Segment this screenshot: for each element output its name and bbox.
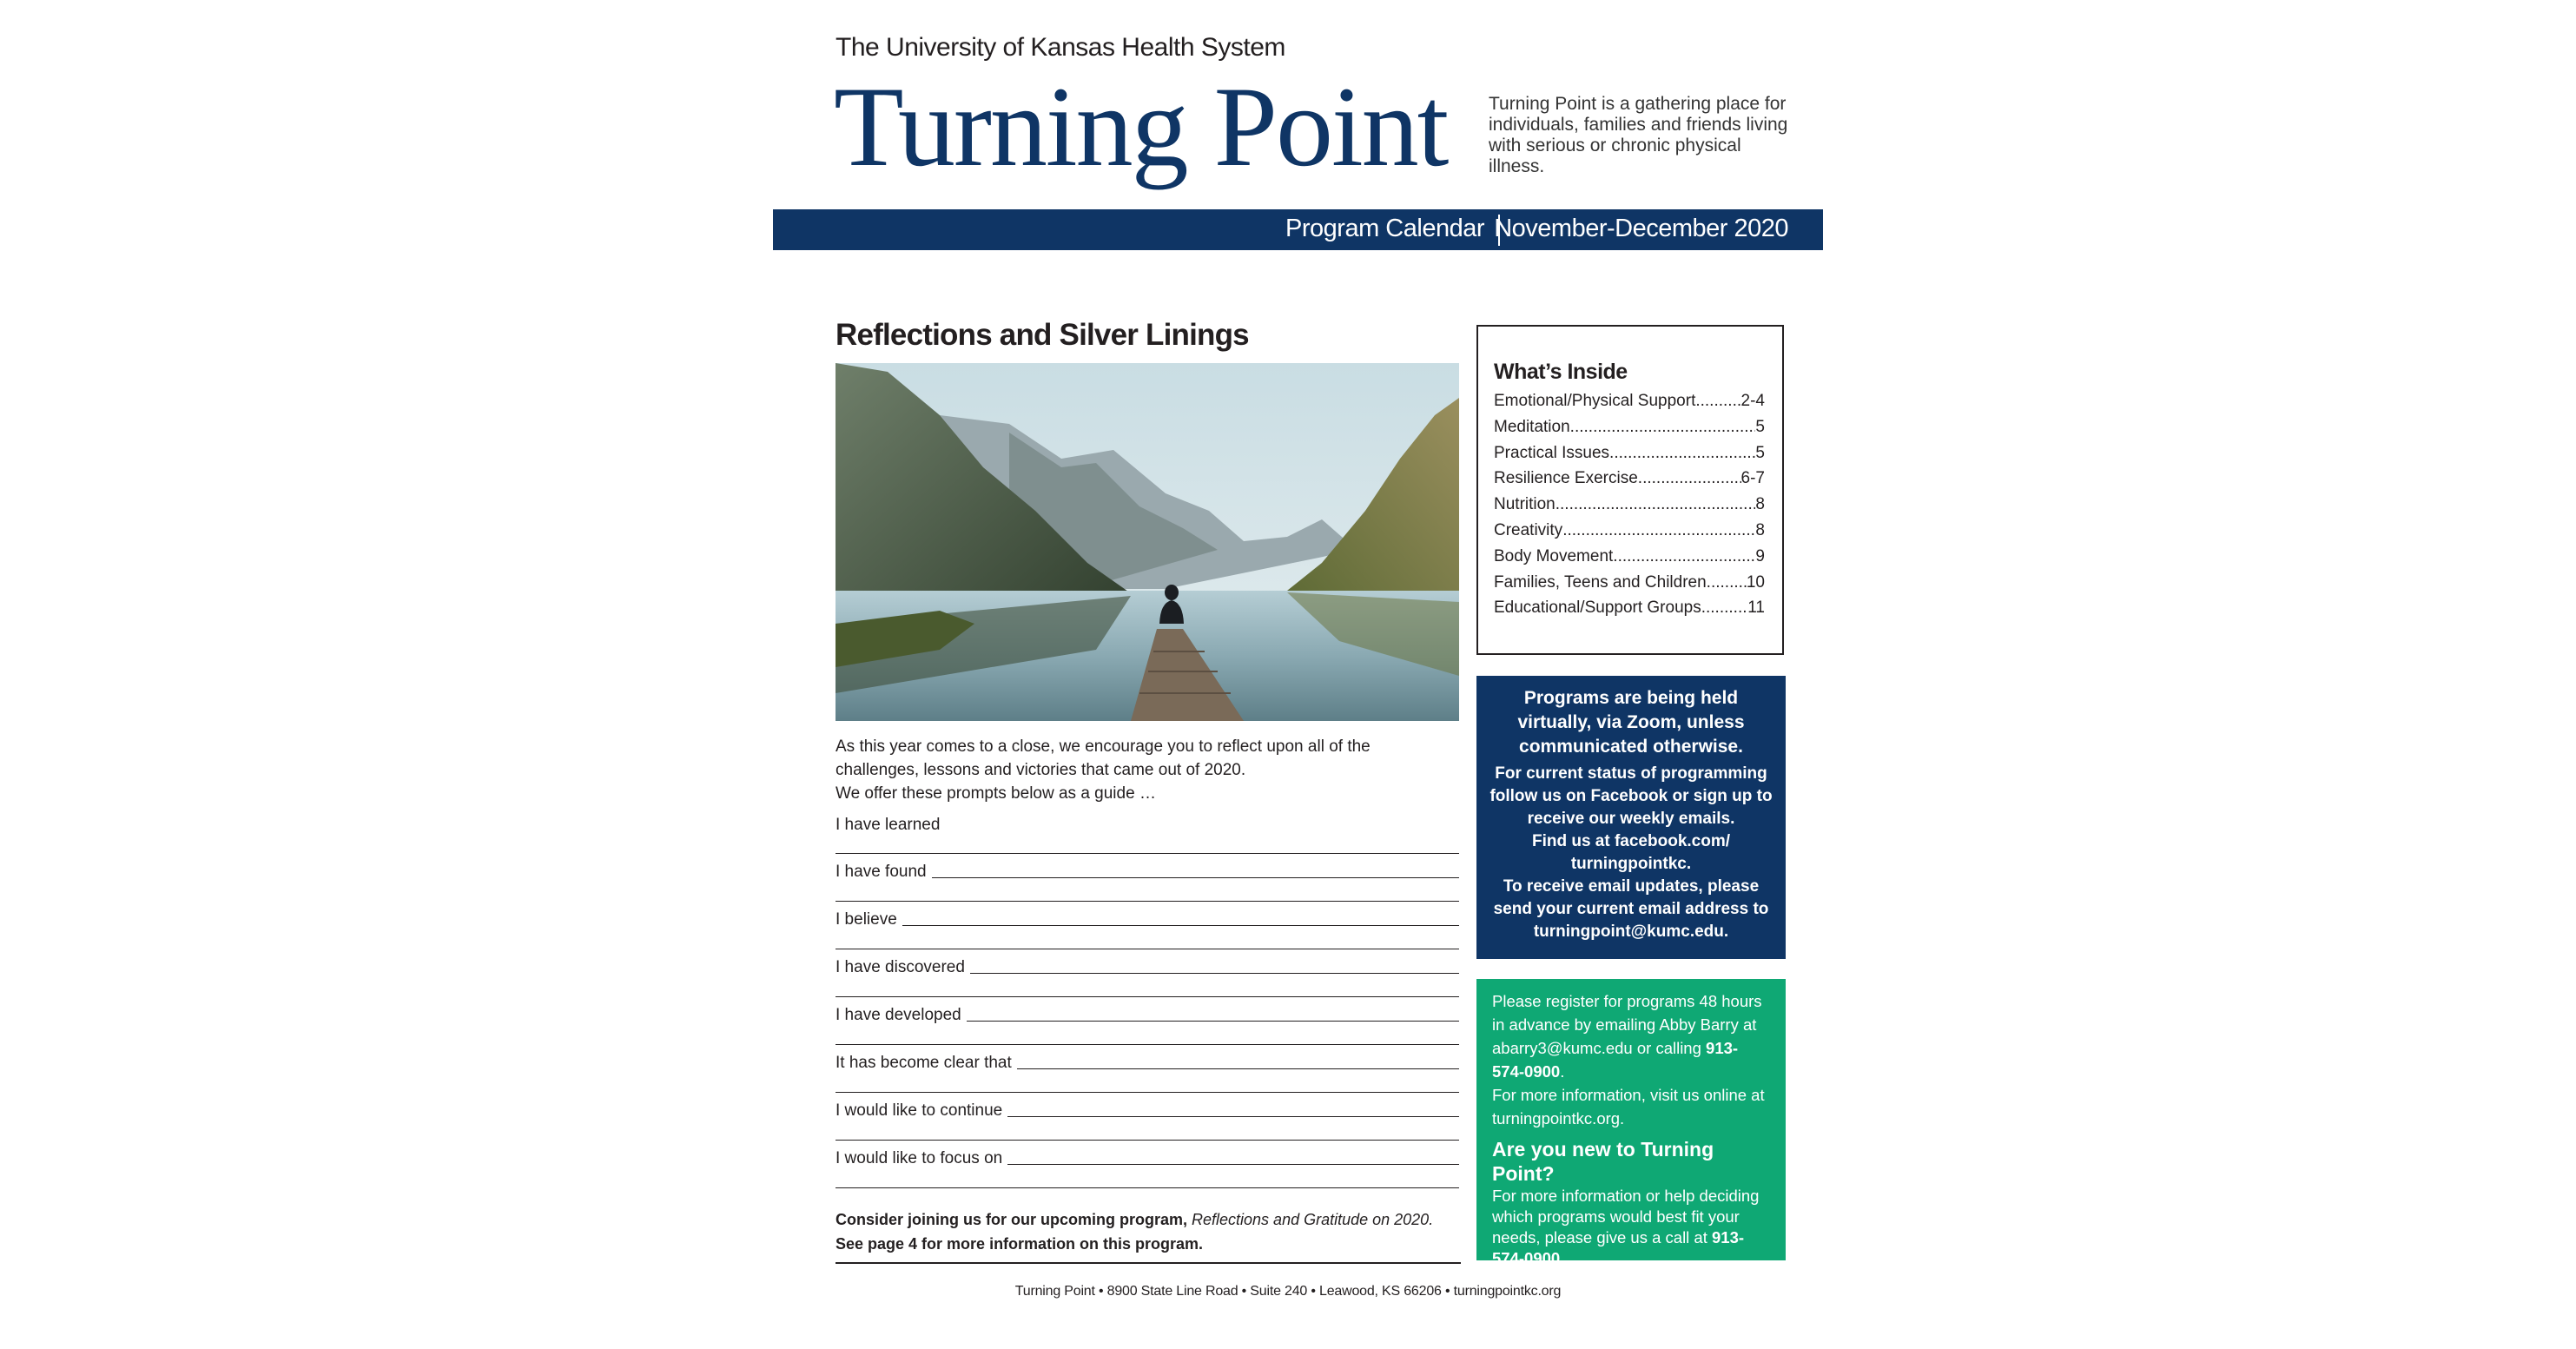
- prompt-label: I have found: [836, 863, 927, 881]
- closing-prefix: Consider joining us for our upcoming program,: [836, 1211, 1192, 1228]
- toc-item: [1494, 466, 1765, 492]
- toc-label: Emotional/Physical Support: [1494, 392, 1696, 410]
- prompt-label: It has become clear that: [836, 1054, 1012, 1072]
- prompt-line: [836, 1049, 1459, 1073]
- intro-line: challenges, lessons and victories that came out of 2020.: [836, 761, 1246, 779]
- organization-name: The University of Kansas Health System: [836, 33, 1285, 62]
- toc-item: [1494, 492, 1765, 518]
- toc-page: 5: [1755, 443, 1765, 462]
- closing-line2: See page 4 for more information on this program.: [836, 1235, 1204, 1253]
- blank-rule: [836, 1092, 1459, 1093]
- prompt-label: I would like to focus on: [836, 1149, 1003, 1167]
- toc-item: [1494, 595, 1765, 621]
- blank-rule: [836, 1044, 1459, 1045]
- prompt-label: I have developed: [836, 1006, 961, 1024]
- intro-paragraph: [836, 735, 1478, 805]
- prompt-label: I would like to continue: [836, 1101, 1003, 1120]
- toc-item: [1494, 518, 1765, 544]
- register-punct: .: [1560, 1062, 1565, 1081]
- blank-rule: [836, 1187, 1459, 1188]
- prompt-line: [836, 954, 1459, 977]
- intro-line: As this year comes to a close, we encourage you to reflect upon all of the: [836, 737, 1371, 756]
- toc-item: [1494, 440, 1765, 466]
- toc-label: Body Movement: [1494, 546, 1614, 565]
- end-rule: [836, 1262, 1461, 1264]
- toc-page: 10: [1746, 572, 1765, 592]
- registration-box: [1476, 979, 1786, 1267]
- prompt-line: [836, 1097, 1459, 1121]
- toc-label: Resilience Exercise: [1494, 469, 1638, 488]
- toc-page: 2-4: [1740, 392, 1765, 410]
- toc-label: Nutrition: [1494, 495, 1556, 514]
- zoom-notice-box: [1476, 676, 1786, 959]
- band-dates: November-December 2020: [1494, 215, 1788, 242]
- register-more-info: For more information, visit us online at turningpointkc.org.: [1492, 1086, 1765, 1127]
- prompt-line: [836, 1145, 1459, 1168]
- toc-item: [1494, 414, 1765, 440]
- toc-item: [1494, 544, 1765, 570]
- new-visitor-question: Are you new to Turning Point?: [1492, 1138, 1714, 1185]
- toc-page: 8: [1755, 520, 1765, 539]
- toc-label: Educational/Support Groups: [1494, 598, 1701, 618]
- footer-address: Turning Point • 8900 State Line Road • Suite 240 • Leawood, KS 66206 • turningpointkc.org: [1014, 1284, 1562, 1299]
- zoom-line: For current status of programming follow us on Facebook or sign up to receive our weekly emails.: [1489, 764, 1773, 828]
- blank-rule: [836, 1140, 1459, 1141]
- prompt-label: I believe: [836, 910, 897, 929]
- toc-label: Meditation: [1494, 417, 1570, 436]
- lake-mountain-illustration: [836, 363, 1459, 721]
- closing-program: Reflections and Gratitude on 2020.: [1192, 1211, 1434, 1228]
- article-headline: Reflections and Silver Linings: [836, 318, 1249, 352]
- prompt-line: [836, 906, 1459, 929]
- blank-rule: [836, 853, 1459, 854]
- prompt-line: [836, 1002, 1459, 1025]
- toc-label: Creativity: [1494, 520, 1563, 539]
- closing-note: [836, 1207, 1478, 1256]
- toc-page: 5: [1755, 417, 1765, 436]
- prompt-line: [836, 858, 1459, 882]
- prompt-label: I have discovered: [836, 958, 965, 976]
- tagline: Turning Point is a gathering place for individuals, families and friends living with serious or chronic physical illness.: [1489, 94, 1788, 176]
- whats-inside-box: [1476, 325, 1784, 655]
- toc-label: Practical Issues: [1494, 443, 1610, 462]
- lake-photo: [836, 363, 1459, 721]
- zoom-line: Find us at facebook.com/ turningpointkc.: [1531, 832, 1731, 873]
- new-visitor-text: For more information or help deciding which programs would best fit your needs, please give us a call at: [1492, 1187, 1760, 1247]
- toc-label: Families, Teens and Children: [1494, 572, 1707, 592]
- prompt-line: [836, 811, 1459, 835]
- new-visitor-phone: 913-574-0900.: [1492, 1228, 1745, 1267]
- zoom-lead: Programs are being held virtually, via Zoom, unless communicated otherwise.: [1517, 688, 1745, 757]
- toc-item: [1494, 570, 1765, 596]
- toc-item: [1494, 388, 1765, 414]
- toc-page: 11: [1747, 598, 1765, 618]
- register-text: Please register for programs 48 hours in advance by emailing Abby Barry at abarry3@kumc.edu or calling: [1492, 992, 1762, 1057]
- blank-rule: [836, 996, 1459, 997]
- zoom-line: To receive email updates, please send your current email address to turningpoint@kumc.edu.: [1493, 877, 1769, 941]
- blank-rule: [836, 901, 1459, 902]
- toc-title: What’s Inside: [1494, 360, 1628, 384]
- intro-line: We offer these prompts below as a guide …: [836, 784, 1156, 803]
- toc-page: 6-7: [1740, 469, 1765, 488]
- prompt-label: I have learned: [836, 816, 941, 834]
- band-label: Program Calendar: [1285, 215, 1484, 242]
- toc-page: 9: [1755, 546, 1765, 565]
- calendar-band: [773, 209, 1823, 250]
- register-phone: 913-574-0900: [1492, 1039, 1739, 1081]
- brand-title: Turning Point: [834, 63, 1448, 190]
- toc-page: 8: [1755, 495, 1765, 514]
